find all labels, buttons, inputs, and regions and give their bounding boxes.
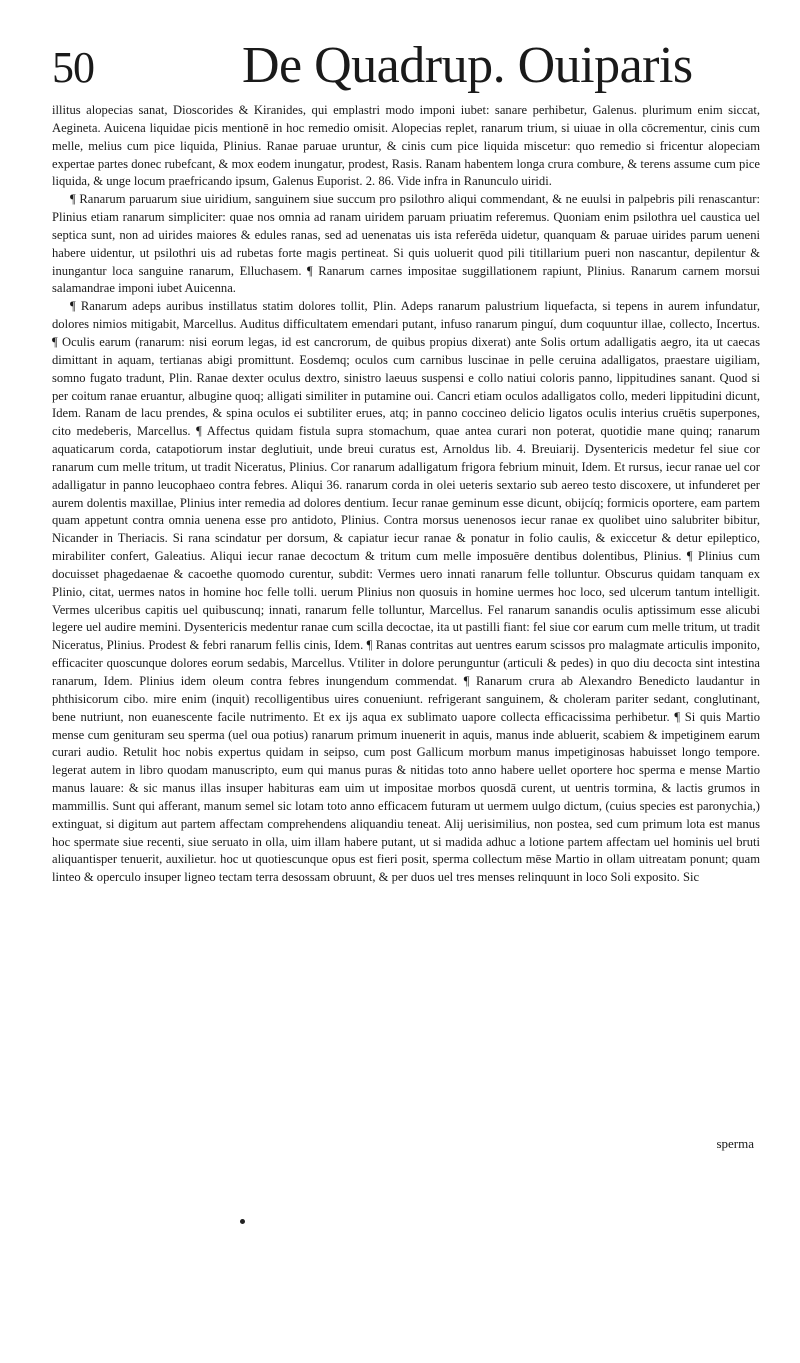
catchword: sperma — [716, 1136, 754, 1151]
paragraph-alopecia: illitus alopecias sanat, Dioscorides & Kiranides, qui emplastri modo imponi iubet: sanare perhibetur, Galenus. plurimum enim siccat, Aegineta. Auicena liquidae picis mentionē in hoc remedio omisit. Alopecias replet, ranarum trium, si uiuae in olla cōcrementur, cinis cum melle, melius cum pice liquida, Plinius. Ranae paruae uruntur, & cinis cum pice liquida miscetur: quo remedio si fricentur alopeciam expertae partes donec rubefcant, & mox eodem inungatur, prodest, Rasis. Ranam habentem longa crura combure, & terens assume cum pice liquida, & unge locum praefricando ipsum, Galenus Euporist. 2. 86. Vide infra in Ranunculo uiridi. — [52, 103, 760, 189]
body-text — [52, 102, 760, 887]
running-title: De Quadrup. Ouiparis — [242, 37, 693, 94]
page-number: 50 — [52, 43, 94, 92]
paragraph-sanguis: ¶ Ranarum paruarum siue uiridium, sanguinem siue succum pro psilothro aliqui commendant, & ne euulsi in palpebris pili renascantur: Plinius etiam ranarum simpliciter: quae nos omnia ad ranam uiridem paruam priuatim referemus. Quoniam enim psilothra uel caustica uel septica sunt, non ad uirides maiores & edules ranas, sed ad uenenatas uis ista referēda uidetur, quanquam & paruae uirides parum ueneni habere uidentur, ut psilothri uis ad rubetas forte magis pertineat. Si quis uoluerit quod pili titillarium pueri non nascantur, depilentur & inungantur loca sanguine ranarum, Elluchasem. ¶ Ranarum carnes impositae suggillationem rapiunt, Plinius. Ranarum carnem morsui salamandrae imponi iubet Auicenna. — [52, 192, 760, 296]
paragraph-adeps: ¶ Ranarum adeps auribus instillatus statim dolores tollit, Plin. Adeps ranarum palustrium liquefacta, si tepens in aurem infundatur, dolores nimios mitigabit, Marcellus. Auditus difficultatem emendari putant, infuso ranarum pinguí, dum coquuntur illae, collecto, Incertus. ¶ Oculis earum (ranarum: nisi eorum legas, id est cancrorum, de quibus propius dixerat) ante Solis ortum adalligatis aegro, ita ut caecas dimittant in aquam, tertianas abigi promittunt. Eosdemq; oculos cum carnibus luscinae in pelle ceruina adalligatos, praestare uigiliam, somno fugato tradunt, Plin. Ranae dexter oculus dextro, sinistro laeuus suspensi e collo natiui coloris panno, lippitudines sanant. Quod si per coitum ranae eruantur, albugine quoq; alligati similiter in putamine oui. Cancri etiam oculos adalligatos collo, mederi lippitudini dicunt, Idem. Ranam de lacu prendes, & spina oculos ei subtiliter erues, atq; in panno coccineo delicio ligatos oculis interius cruētis superpones, cito medeberis, Marcellus. ¶ Affectus quidam fistula supra stomachum, quae antea curari non poterat, quotidie mane quinq; ranarum aquaticarum corda, catapotiorum instar deglutiuit, unde breui curatus est, Arnoldus lib. 4. Breuiarij. Dysentericis medetur fel siue cor ranarum cum melle tritum, ut tradit Niceratus, Plinius. Cor ranarum adalligatum frigora febrium minuit, Idem. Et rursus, iecur ranae uel cor adalligatur in panno leucophaeo contra febres. Aliqui 36. ranarum corda in olei ueteris sextario sub aereo testo discoxere, ut infunderet per aurem dolentis maxillae, Plinius inter remedia ad dolores dentium. Iecur ranae geminum esse dicunt, obijcíq; formicis oportere, eam partem quam appetunt contra omnia uenena esse pro antidoto, Plinius. Contra morsus uenenosos iecur ranae ex quolibet uino salubriter bibitur, Nicander in Theriacis. Si rana scindatur per dorsum, & capiatur iecur ranae & ponatur in folio caulis, & exiccetur & detur epileptico, mirabiliter confert, Galeatius. Aliqui iecur ranae decoctum & tritum cum melle imposuēre dentibus dolentibus, Plinius. ¶ Plinius cum docuisset phagedaenae & cacoethe quomodo curentur, subdit: Vermes uero innati ranarum felle tolluntur. Obscurus quidam tanquam ex Plinio, citat, uermes natos in homine hoc felle tolli. uerum Plinius non quosuis in homine uermes hoc loco, sed ulcerum tantum intelligit. Vermes ulceribus capitis uel quibuscunq; innati, ranarum felle tolluntur, Marcellus. Fel ranarum sanandis oculis aptissimum esse alicubi legere uel audire memini. Dysentericis medentur ranae cum scilla decoctae, ita ut pastilli fiant: fel siue cor earum cum melle tritum, ut tradit Niceratus, Plinius. Prodest & febri ranarum fellis cinis, Idem. ¶ Ranas contritas aut uentres earum scissos pro malagmate articulis imponito, efficaciter quoscunque dolores eorum sedabis, Marcellus. Vtiliter in dolore perunguntur (articuli & pedes) in quo diu decocta sint intestina ranarum, Idem. Plinius idem oleum contra febres inungendum commendat. ¶ Ranarum crura ab Alexandro Benedicto laudantur in phthisicorum cibo. mire enim (inquit) recolligentibus uires conueniunt. refrigerant sanguinem, & choleram pariter sedant, conglutinant, bene nutriunt, non euanescente facile nutrimento. Et ex ijs aqua ex sublimato uapore collecta efficacissima perhibetur. ¶ Si quis Martio mense cum genituram seu sperma (uel oua potius) ranarum primum inuenerit in aquis, manus inde abluerit, scabiem & impetiginem earum curari audio. Retulit hoc nobis expertus quidam in seipso, cum post Gallicum morbum manus impetiginosas habuisset longo tempore. legerat autem in libro quodam manuscripto, eum qui manus puras & nitidas toto anno habere uellet oportere hoc sperma e mense Martio manus lauare: & sic manus illas insuper habituras eam uim ut impositae morbos quosdā curent, ut uentris tormina, & lactis grumos in mammillis. Sunt qui afferant, manum semel sic lotam toto anno efficacem futuram ut uermem uulgo dictum, (cuius species est paronychia,) extinguat, si digitum aut partem affectam comprehendens aliquandiu teneat. Alij uerisimilius, non postea, sed cum primum lota est manus hoc spermate siue recenti, siue seruato in olla, uim illam habere putant, ut si madida adhuc a lotione partem affectam uel hominis uel bruti aliquantisper tenuerit, auxilietur. hoc ut quotiescunque opus est fieri posit, sperma collectum mēse Martio in ollam uitreatam ponunt; quam linteo & operculo insuper ligneo tectam terra desossam obruunt, & per duos uel tres menses relinquunt in loco Soli exposito. Sic — [52, 299, 760, 885]
running-head — [52, 36, 760, 98]
ink-spot — [240, 1219, 245, 1224]
